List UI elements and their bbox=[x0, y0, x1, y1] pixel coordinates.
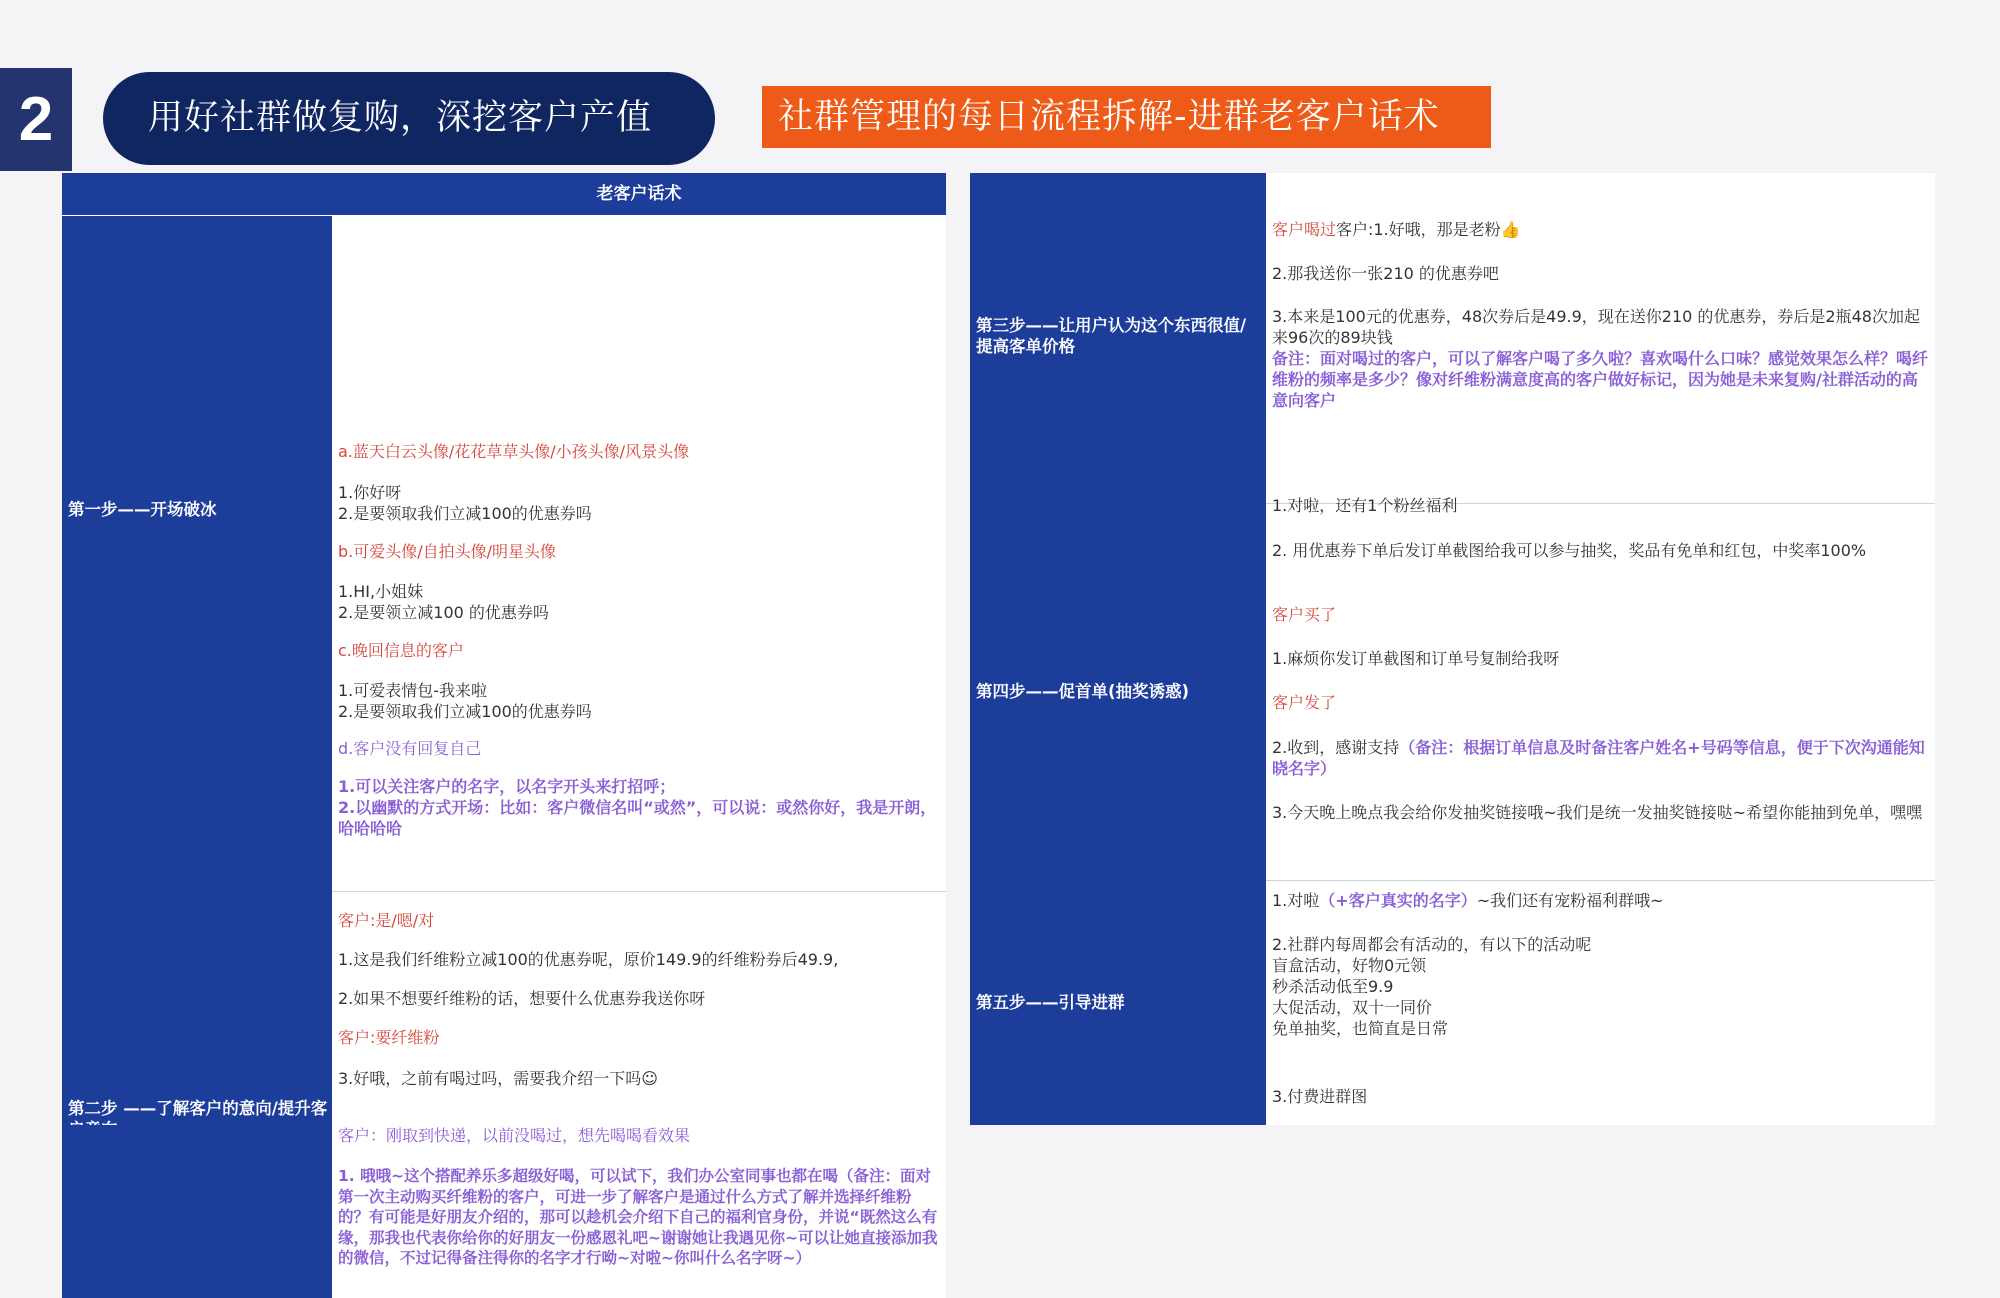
step5-line-6: 免单抽奖，也简直是日常 bbox=[1272, 1019, 1449, 1038]
left-script-table bbox=[62, 173, 946, 1267]
step4-script-cell bbox=[1266, 496, 1935, 880]
step5-line-3: 盲盒活动，好物0元领 bbox=[1272, 956, 1427, 975]
step4-reply-bought: 客户买了 bbox=[1272, 605, 1337, 624]
step4-reply-sent: 客户发了 bbox=[1272, 693, 1337, 712]
step3-label-cell bbox=[970, 173, 1266, 503]
step5-line-1b: 1.对啦（+客户真实的名字）~我们还有宠粉福利群哦~ bbox=[1272, 891, 1664, 910]
step3-line-1-text: 客户:1.好哦，那是老粉👍 bbox=[1336, 220, 1521, 239]
step3-line-1 bbox=[1272, 219, 1931, 240]
step1-b-line-1: 1.HI,小姐妹 bbox=[338, 582, 424, 601]
step1-c-line-1: 1.可爱表情包-我来啦 bbox=[338, 681, 488, 700]
section-subtitle-banner: 社群管理的每日流程拆解-进群老客户话术 bbox=[762, 86, 1491, 148]
step2-customer-feedback: 客户：刚取到快递，以前没喝过，想先喝喝看效果 bbox=[338, 1126, 691, 1145]
step1-c-line-2: 2.是要领取我们立减100的优惠券吗 bbox=[338, 702, 592, 721]
step2-reply-2: 客户:要纤维粉 bbox=[338, 1028, 440, 1047]
step4-line-4: 3.今天晚上晚点我会给你发抽奖链接哦~我们是统一发抽奖链接哒~希望你能抽到免单，嘿嘿 bbox=[1272, 803, 1923, 822]
step3-label: 第三步——让用户认为这个东西很值/提高客单价格 bbox=[976, 316, 1247, 356]
step2-reply-1: 客户:是/嗯/对 bbox=[338, 911, 435, 930]
step1-d-line-2: 2.以幽默的方式开场：比如：客户微信名叫“或然”，可以说：或然你好，我是开朗，哈哈哈哈 bbox=[338, 798, 937, 838]
step2-line-2: 2.如果不想要纤维粉的话，想要什么优惠券我送你呀 bbox=[338, 989, 706, 1008]
step1-label: 第一步——开场破冰 bbox=[68, 500, 217, 519]
step1-d-title: d.客户没有回复自己 bbox=[338, 739, 482, 758]
step4-line-3 bbox=[1272, 737, 1931, 779]
step1-b-line-2: 2.是要领立减100 的优惠券吗 bbox=[338, 603, 549, 622]
step4-line-3-note: （备注：根据订单信息及时备注客户姓名+号码等信息，便于下次沟通能知晓名字） bbox=[1272, 738, 1925, 778]
step2-line-1: 1.这是我们纤维粉立减100的优惠券呢，原价149.9的纤维粉券后49.9, bbox=[338, 950, 839, 969]
step4-label-cell bbox=[970, 503, 1266, 880]
step1-label-cell bbox=[62, 216, 332, 766]
step4-line-0: 1.对啦，还有1个粉丝福利 bbox=[1272, 496, 1458, 515]
step5-line-4: 秒杀活动低至9.9 bbox=[1272, 977, 1394, 996]
step1-c-title: c.晚回信息的客户 bbox=[338, 641, 464, 660]
step4-line-1: 2. 用优惠券下单后发订单截图给我可以参与抽奖，奖品有免单和红包，中奖率100% bbox=[1272, 541, 1867, 560]
step1-a-line-2: 2.是要领取我们立减100的优惠券吗 bbox=[338, 504, 592, 523]
step1-label-cell-cont bbox=[62, 766, 332, 891]
step4-line-3-text: 2.收到，感谢支持 bbox=[1272, 738, 1400, 757]
step3-line-2: 2.那我送你一张210 的优惠券吧 bbox=[1272, 264, 1499, 283]
step2-script-paragraph: 1. 哦哦~这个搭配养乐多超级好喝，可以试下，我们办公室同事也都在喝（备注：面对第一次主动购买纤维粉的客户，可进一步了解客户是通过什么方式了解并选择纤维粉的？有可能是好朋友介绍的，那可以趁机会介绍下自己的福利官身份，并说“既然这么有缘，那我也代表你给你的好朋友一份感恩礼吧~谢谢她让我遇见你~可以让她直接添加我的微信，不过记得备注得你的名字才行呦~对啦~你叫什么名字呀~） bbox=[338, 1167, 938, 1267]
step1-b-title: b.可爱头像/自拍头像/明星头像 bbox=[338, 542, 557, 561]
column-header-old-customer-script: 老客户话术 bbox=[596, 184, 682, 204]
step3-customer-drank: 客户喝过 bbox=[1272, 220, 1337, 239]
step2-script-cell bbox=[332, 891, 946, 1125]
step5-content bbox=[1266, 880, 1935, 1125]
step3-script-cell bbox=[1266, 173, 1935, 503]
step2-label-cell-cont bbox=[62, 1125, 332, 1298]
step1-script-cell bbox=[332, 216, 946, 766]
step1-a-line-1: 1.你好呀 bbox=[338, 483, 402, 502]
step2-line-3: 3.好哦，之前有喝过吗，需要我介绍一下吗☺ bbox=[338, 1069, 658, 1088]
step5-line-7: 3.付费进群图 bbox=[1272, 1087, 1368, 1106]
step1-d-line-1: 1.可以关注客户的名字，以名字开头来打招呼； bbox=[338, 777, 676, 796]
step5-line-2: 2.社群内每周都会有活动的，有以下的活动呢 bbox=[1272, 935, 1592, 954]
step5-label-overlay: 第五步——引导进群 bbox=[976, 993, 1125, 1012]
step5-line-5: 大促活动，双十一同价 bbox=[1272, 998, 1433, 1017]
page-title: 用好社群做复购，深挖客户产值 bbox=[103, 72, 715, 165]
step3-note: 备注：面对喝过的客户，可以了解客户喝了多久啦？喜欢喝什么口味？感觉效果怎么样？喝纤维粉的频率是多少？像对纤维粉满意度高的客户做好标记，因为她是未来复购/社群活动的高意向客户 bbox=[1272, 349, 1929, 410]
step2-script-cell-cont bbox=[332, 1125, 946, 1298]
left-table-header-row bbox=[62, 173, 946, 215]
step1-a-title: a.蓝天白云头像/花花草草头像/小孩头像/风景头像 bbox=[338, 442, 690, 461]
step3-line-3: 3.本来是100元的优惠券，48次券后是49.9，现在送你210 的优惠券，券后是2瓶48次加起来96次的89块钱 bbox=[1272, 307, 1920, 347]
step2-label: 第二步 ——了解客户的意向/提升客 bbox=[68, 1099, 328, 1118]
step1-script-cell-cont bbox=[332, 766, 946, 891]
step4-label: 第四步——促首单(抽奖诱惑) bbox=[976, 682, 1190, 701]
step2-label-cell bbox=[62, 891, 332, 1125]
section-number-badge: 2 bbox=[0, 68, 72, 171]
step4-line-2: 1.麻烦你发订单截图和订单号复制给我呀 bbox=[1272, 649, 1560, 668]
